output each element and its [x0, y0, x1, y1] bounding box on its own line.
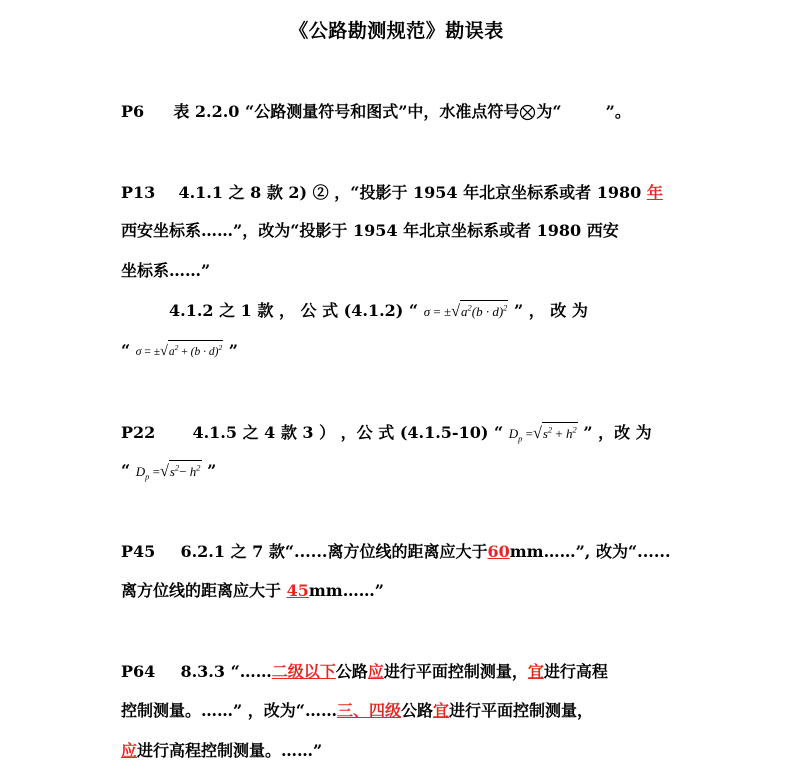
entry-text: 为“ — [536, 102, 562, 121]
entry-text: mm……” — [308, 581, 384, 600]
entry-p6 — [121, 101, 631, 123]
entry-p22-line1 — [121, 422, 652, 445]
correction-mark: 45 — [286, 581, 309, 600]
entry-text: 公路 — [335, 662, 368, 681]
entry-text: mm……”, 改为“...... — [509, 542, 671, 561]
correction-mark: 60 — [487, 542, 510, 561]
entry-text: 表 2.2.0 “公路测量符号和图式”中，水准点符号 — [173, 102, 520, 121]
page-ref: P6 — [121, 102, 145, 121]
quote-open: “ — [121, 461, 131, 480]
page-ref: P64 — [121, 662, 156, 681]
entry-text: 进行平面控制测量， — [449, 701, 594, 720]
entry-text: 离方位线的距离应大于 — [121, 581, 287, 600]
entry-text: 进行平面控制测量， — [383, 662, 528, 681]
entry-p13-line4 — [169, 300, 588, 323]
entry-text: 进行高程控制测量。……” — [137, 741, 323, 760]
entry-p13-line1 — [121, 182, 663, 204]
correction-mark: 应 — [121, 741, 138, 760]
correction-mark: 宜 — [527, 662, 544, 681]
correction-mark: 应 — [367, 662, 384, 681]
formula-new: $D_p =√s^2- h^2$ — [135, 462, 201, 482]
entry-text: ”。 — [605, 102, 631, 121]
entry-p13-line2 — [121, 220, 619, 242]
entry-text: ” ，改 为 — [583, 423, 652, 442]
page-ref: P22 — [121, 423, 156, 442]
entry-text: 4.1.1 之 8 款 2) ② ，“投影于 1954 年北京坐标系或者 1980 — [178, 183, 647, 202]
entry-text: 6.2.1 之 7 款“......离方位线的距离应大于 — [180, 542, 488, 561]
quote-close: ” — [228, 341, 238, 360]
entry-p64-line1 — [121, 661, 608, 683]
entry-text: 进行高程 — [543, 662, 608, 681]
quote-open: “ — [121, 341, 131, 360]
entry-text: 8.3.3 “…… — [180, 662, 272, 681]
formula-old: $D_p =√s^2 + h^2$ — [508, 424, 577, 444]
benchmark-circle-x-icon — [519, 104, 536, 121]
entry-p13-line3 — [121, 260, 210, 282]
quote-close: ” — [207, 461, 217, 480]
entry-text: 坐标系……” — [121, 261, 211, 280]
page-title: 《公路勘测规范》勘误表 — [289, 20, 504, 42]
entry-p22-line2 — [121, 460, 216, 483]
page-ref: P45 — [121, 542, 156, 561]
correction-mark: 三、四级 — [336, 701, 401, 720]
correction-mark: 宜 — [433, 701, 450, 720]
correction-mark: 年 — [646, 183, 663, 202]
entry-p64-line2 — [121, 700, 593, 722]
entry-text: 公路 — [401, 701, 434, 720]
page-ref: P13 — [121, 183, 156, 202]
correction-mark: 二级以下 — [271, 662, 336, 681]
entry-text: 4.1.2 之 1 款 ， 公 式 (4.1.2) “ — [169, 301, 419, 320]
formula-new: $\sigma = \pm√a^2 + (b \cdot d)^2$ — [136, 340, 223, 363]
entry-text: 西安坐标系……”，改为“投影于 1954 年北京坐标系或者 1980 西安 — [121, 221, 619, 240]
entry-text: 4.1.5 之 4 款 3 ） ，公 式 (4.1.5-10) “ — [192, 423, 504, 442]
entry-p64-line3 — [121, 740, 322, 762]
entry-p13-line5 — [121, 340, 238, 363]
entry-p45-line2 — [121, 580, 384, 602]
entry-text: ” ， 改 为 — [513, 301, 588, 320]
entry-p45-line1 — [121, 541, 671, 563]
entry-text: 控制测量。……” ，改为“…… — [121, 701, 337, 720]
formula-old: $\sigma = \pm√a^2(b \cdot d)^2$ — [424, 300, 509, 323]
